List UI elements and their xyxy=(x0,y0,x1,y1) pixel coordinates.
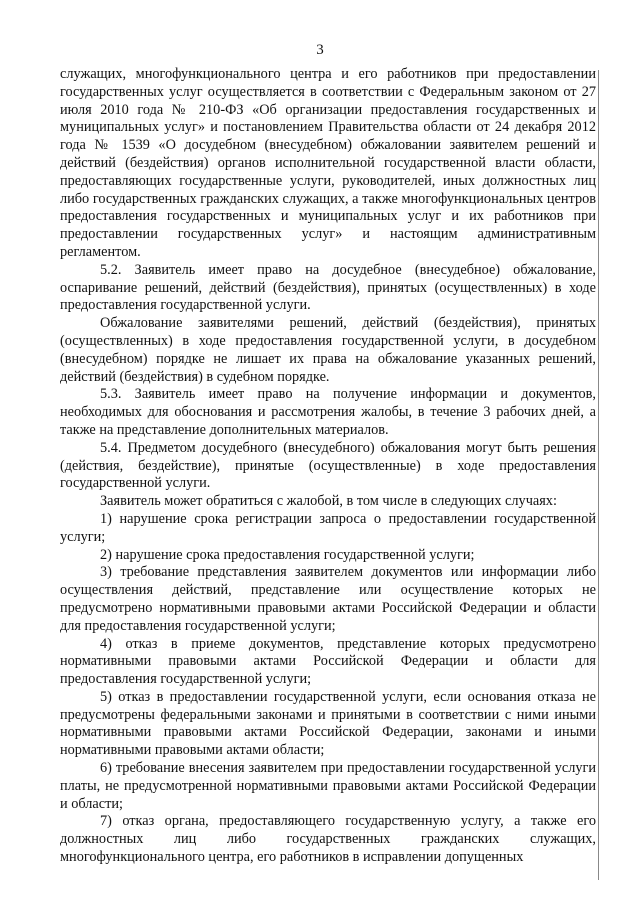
paragraph: Заявитель может обратиться с жалобой, в том числе в следующих случаях: xyxy=(100,493,557,510)
scan-edge-line xyxy=(598,70,599,880)
paragraph: служащих, многофункционального центра и его работников при предоставлении государственных услуг осуществляется в соответствии с Федеральным законом от 27 июля 2010 года № 210-ФЗ «Об организации предоставления государственных и муниципальных услуг» и постановлением Правительства области от 24 декабря 2012 года № 1539 «О досудебном (внесудебном) обжаловании заявителем решений и действий (бездействия) органов исполнительной государственной власти области, предоставляющих государственные услуги, руководителей, иных должностных лиц либо государственных гражданских служащих, а также многофункциональных центров предоставления государственных и муниципальных услуг и их работников при предоставлении государственных услуг» и настоящим административным регламентом. xyxy=(60,66,596,260)
paragraph: 5.3. Заявитель имеет право на получение информации и документов, необходимых для обоснования и рассмотрения жалобы, в течение 3 рабочих дней, а также на представление дополнительных материалов. xyxy=(60,386,596,438)
paragraph: 5.2. Заявитель имеет право на досудебное (внесудебное) обжалование, оспаривание решений, действий (бездействия), принятых (осуществленных) в ходе предоставления государственной услуги. xyxy=(60,261,596,314)
paragraph: 1) нарушение срока регистрации запроса о предоставлении государственной услуги; xyxy=(60,510,596,545)
page-number: 3 xyxy=(316,42,324,58)
paragraph: 6) требование внесения заявителем при предоставлении государственной услуги платы, не предусмотренной нормативными правовыми актами Российской Федерации и области; xyxy=(60,760,596,812)
paragraph: 7) отказ органа, предоставляющего государственную услугу, а также его должностных лиц либо государственных гражданских служащих, многофункционального центра, его работников в исправлении допущенных xyxy=(60,813,596,866)
paragraph: Обжалование заявителями решений, действий (бездействия), принятых (осуществленных) в ходе предоставления государственной услуги, в досудебном (внесудебном) порядке не лишает их права на обжалование указанных решений, действий (бездействия) в судебном порядке. xyxy=(60,315,596,385)
paragraph: 5) отказ в предоставлении государственной услуги, если основания отказа не предусмотрены федеральными законами и принятыми в соответствии с ними иными нормативными правовыми актами Российской Федерации, законами и иными нормативными правовыми актами области; xyxy=(60,688,596,759)
document-body xyxy=(60,66,596,867)
paragraph: 4) отказ в приеме документов, представление которых предусмотрено нормативными правовыми актами Российской Федерации и области для предоставления государственной услуги; xyxy=(60,635,596,688)
paragraph: 3) требование представления заявителем документов или информации либо осуществления действий, представление или осуществление которых не предусмотрено нормативными правовыми актами Российской Федерации и области для предоставления государственной услуги; xyxy=(60,564,596,634)
paragraph: 2) нарушение срока предоставления государственной услуги; xyxy=(100,546,475,563)
paragraph: 5.4. Предметом досудебного (внесудебного) обжалования могут быть решения (действия, бездействие), принятые (осуществленные) в ходе предоставления государственной услуги. xyxy=(60,439,596,492)
